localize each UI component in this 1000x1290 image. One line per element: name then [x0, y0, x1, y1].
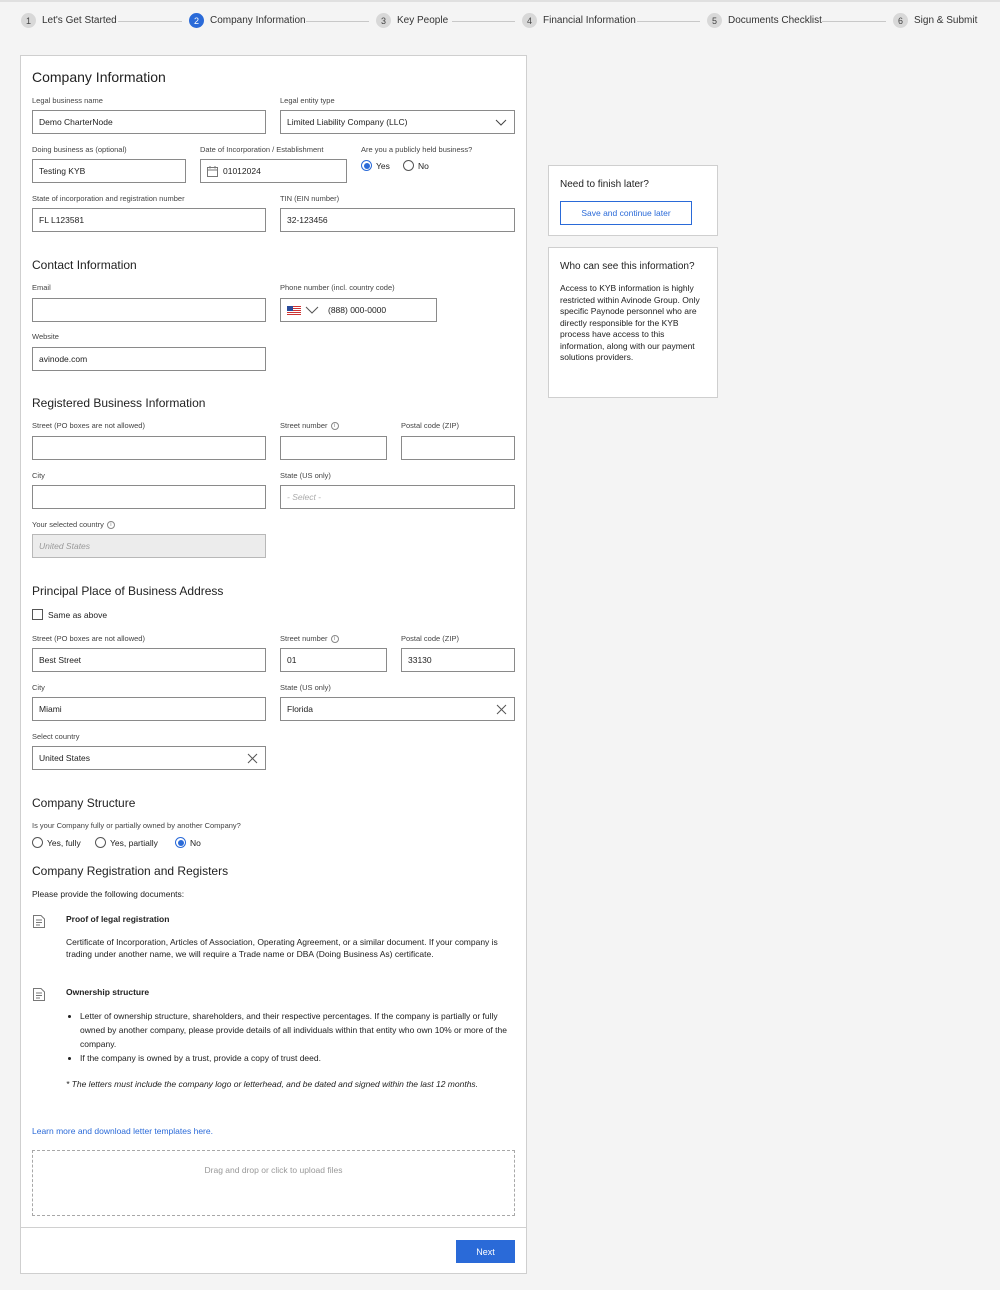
phone-label: Phone number (incl. country code)	[280, 283, 395, 292]
tin-label: TIN (EIN number)	[280, 194, 340, 203]
same-as-above-checkbox[interactable]	[32, 609, 107, 620]
page-title: Company Information	[32, 69, 166, 85]
email-input[interactable]	[32, 298, 266, 322]
radio-selected	[175, 837, 186, 848]
radio-label: No	[190, 837, 201, 848]
document-icon	[33, 988, 45, 1001]
dba-input[interactable]	[32, 159, 186, 183]
step-sign-submit[interactable]	[893, 13, 977, 28]
pp-state-label: State (US only)	[280, 683, 331, 692]
pp-street-number-label	[280, 634, 339, 643]
radio-label: Yes, partially	[110, 837, 158, 848]
radio-unselected	[95, 837, 106, 848]
radio-selected	[361, 160, 372, 171]
reg-state-label: State (US only)	[280, 471, 331, 480]
step-connector	[822, 21, 886, 22]
pp-zip-value: 33130	[408, 655, 432, 665]
registration-intro: Please provide the following documents:	[32, 889, 185, 899]
doc1-body: Certificate of Incorporation, Articles of Association, Operating Agreement, or a similar document. If your company is trading under another name, we will require a Trade name or DBA (Doing Business As) certificate.	[66, 937, 498, 959]
step-company-information[interactable]	[189, 13, 306, 28]
state-reg-label: State of incorporation and registration number	[32, 194, 185, 203]
dba-label: Doing business as (optional)	[32, 145, 127, 154]
pp-street-label: Street (PO boxes are not allowed)	[32, 634, 145, 643]
step-connector	[637, 21, 700, 22]
step-number: 5	[707, 13, 722, 28]
label-text: Street number	[280, 634, 328, 643]
pp-zip-input[interactable]	[401, 648, 515, 672]
list-item: • Letter of ownership structure, shareholders, and their respective percentages. If the company is partially or fully owned by another company, please provide details of all individuals within that entity who own 10% or more of the company.	[80, 1009, 512, 1051]
document-icon	[33, 915, 45, 928]
pp-zip-label: Postal code (ZIP)	[401, 634, 459, 643]
tin-input[interactable]	[280, 208, 515, 232]
legal-name-input[interactable]	[32, 110, 266, 134]
phone-input[interactable]	[280, 298, 437, 322]
reg-city-label: City	[32, 471, 45, 480]
owned-partially-radio[interactable]	[95, 837, 158, 848]
doi-input[interactable]	[200, 159, 347, 183]
legal-name-value: Demo CharterNode	[39, 117, 113, 127]
letters-note: * The letters must include the company logo or letterhead, and be dated and signed within the last 12 months.	[66, 1079, 479, 1089]
privacy-body: Access to KYB information is highly restricted within Avinode Group. Only specific Paynode personnel who are directly responsible for the KYB process have access to this information, along with our payment solutions providers.	[560, 283, 700, 362]
structure-section-title: Company Structure	[32, 796, 136, 810]
contact-section-title: Contact Information	[32, 258, 137, 272]
save-continue-later-button[interactable]: Save and continue later	[560, 201, 692, 225]
checkbox-box	[32, 609, 43, 620]
pp-city-value: Miami	[39, 704, 62, 714]
tin-value: 32-123456	[287, 215, 328, 225]
registration-section-title: Company Registration and Registers	[32, 864, 229, 878]
pp-street-input[interactable]	[32, 648, 266, 672]
radio-unselected	[32, 837, 43, 848]
step-label: Sign & Submit	[914, 15, 978, 26]
reg-country-label	[32, 520, 115, 529]
calendar-icon	[207, 166, 218, 177]
label-text: Street number	[280, 421, 328, 430]
step-connector	[452, 21, 515, 22]
reg-state-select[interactable]	[280, 485, 515, 509]
step-number: 1	[21, 13, 36, 28]
reg-zip-input[interactable]	[401, 436, 515, 460]
step-lets-get-started[interactable]	[21, 13, 117, 28]
us-flag-icon[interactable]	[287, 306, 301, 315]
pp-state-select[interactable]	[280, 697, 515, 721]
chevron-down-icon[interactable]	[305, 306, 319, 314]
public-yes-radio[interactable]	[361, 160, 390, 171]
info-icon[interactable]: i	[107, 521, 115, 529]
state-reg-value: FL L123581	[39, 215, 85, 225]
privacy-title: Who can see this information?	[560, 261, 695, 272]
clear-icon[interactable]	[496, 704, 507, 715]
label-text: Your selected country	[32, 520, 104, 529]
pp-city-label: City	[32, 683, 45, 692]
public-no-radio[interactable]	[403, 160, 429, 171]
radio-label: Yes, fully	[47, 837, 81, 848]
doi-value: 01012024	[223, 166, 261, 176]
step-label: Company Information	[210, 15, 306, 26]
owned-fully-radio[interactable]	[32, 837, 81, 848]
reg-street-number-input[interactable]	[280, 436, 387, 460]
pp-street-number-value: 01	[287, 655, 297, 665]
step-label: Let's Get Started	[42, 15, 117, 26]
step-label: Financial Information	[543, 15, 636, 26]
step-number: 3	[376, 13, 391, 28]
list-item: • If the company is owned by a trust, provide a copy of trust deed.	[80, 1051, 512, 1065]
entity-type-label: Legal entity type	[280, 96, 335, 105]
radio-unselected	[403, 160, 414, 171]
website-label: Website	[32, 332, 59, 341]
clear-icon[interactable]	[247, 753, 258, 764]
info-icon[interactable]: i	[331, 422, 339, 430]
owned-no-radio[interactable]	[175, 837, 201, 848]
step-financial-information[interactable]	[522, 13, 636, 28]
pp-country-value: United States	[39, 753, 91, 763]
registered-section-title: Registered Business Information	[32, 396, 206, 410]
doc2-bullet-list	[66, 1009, 512, 1065]
letter-templates-link[interactable]: Learn more and download letter templates here.	[32, 1126, 213, 1136]
pp-state-value: Florida	[287, 704, 313, 714]
pp-street-value: Best Street	[39, 655, 82, 665]
public-question: Are you a publicly held business?	[361, 145, 473, 154]
doi-label: Date of Incorporation / Establishment	[200, 145, 324, 154]
pp-street-number-input[interactable]	[280, 648, 387, 672]
reg-street-number-label	[280, 421, 339, 430]
entity-type-select[interactable]	[280, 110, 515, 134]
email-label: Email	[32, 283, 51, 292]
radio-label: Yes	[376, 160, 390, 171]
radio-label: No	[418, 160, 429, 171]
step-documents-checklist[interactable]	[707, 13, 822, 28]
progress-stepper	[0, 0, 1000, 40]
finish-later-title: Need to finish later?	[560, 179, 649, 190]
step-label: Key People	[397, 15, 449, 26]
doc1-title: Proof of legal registration	[66, 914, 170, 924]
chevron-down-icon	[494, 117, 508, 127]
info-icon[interactable]: i	[331, 635, 339, 643]
file-upload-dropzone[interactable]	[32, 1150, 515, 1216]
pp-city-input[interactable]	[32, 697, 266, 721]
step-connector	[306, 21, 369, 22]
step-number: 6	[893, 13, 908, 28]
step-label: Documents Checklist	[728, 15, 822, 26]
step-number: 2	[189, 13, 204, 28]
phone-value: (888) 000-0000	[328, 305, 387, 315]
footer-divider	[21, 1227, 526, 1228]
entity-type-value: Limited Liability Company (LLC)	[287, 117, 408, 127]
reg-street-label: Street (PO boxes are not allowed)	[32, 421, 145, 430]
doc2-title: Ownership structure	[66, 987, 150, 997]
checkbox-label: Same as above	[48, 609, 108, 620]
reg-country-value: United States	[39, 541, 91, 551]
step-key-people[interactable]	[376, 13, 448, 28]
legal-name-label: Legal business name	[32, 96, 103, 105]
reg-state-placeholder: - Select -	[287, 492, 322, 502]
dba-value: Testing KYB	[39, 166, 86, 176]
next-button[interactable]: Next	[456, 1240, 515, 1263]
company-information-form	[20, 55, 527, 1274]
website-input[interactable]	[32, 347, 266, 371]
pp-country-label: Select country	[32, 732, 80, 741]
reg-zip-label: Postal code (ZIP)	[401, 421, 459, 430]
finish-later-panel	[548, 165, 718, 236]
pp-country-select[interactable]	[32, 746, 266, 770]
reg-country-input	[32, 534, 266, 558]
reg-street-input[interactable]	[32, 436, 266, 460]
reg-city-input[interactable]	[32, 485, 266, 509]
state-reg-input[interactable]	[32, 208, 266, 232]
privacy-info-panel	[548, 247, 718, 398]
step-connector	[118, 21, 182, 22]
website-value: avinode.com	[39, 354, 88, 364]
principal-section-title: Principal Place of Business Address	[32, 584, 224, 598]
structure-question: Is your Company fully or partially owned by another Company?	[32, 821, 241, 830]
dropzone-text: Drag and drop or click to upload files	[204, 1165, 343, 1175]
step-number: 4	[522, 13, 537, 28]
